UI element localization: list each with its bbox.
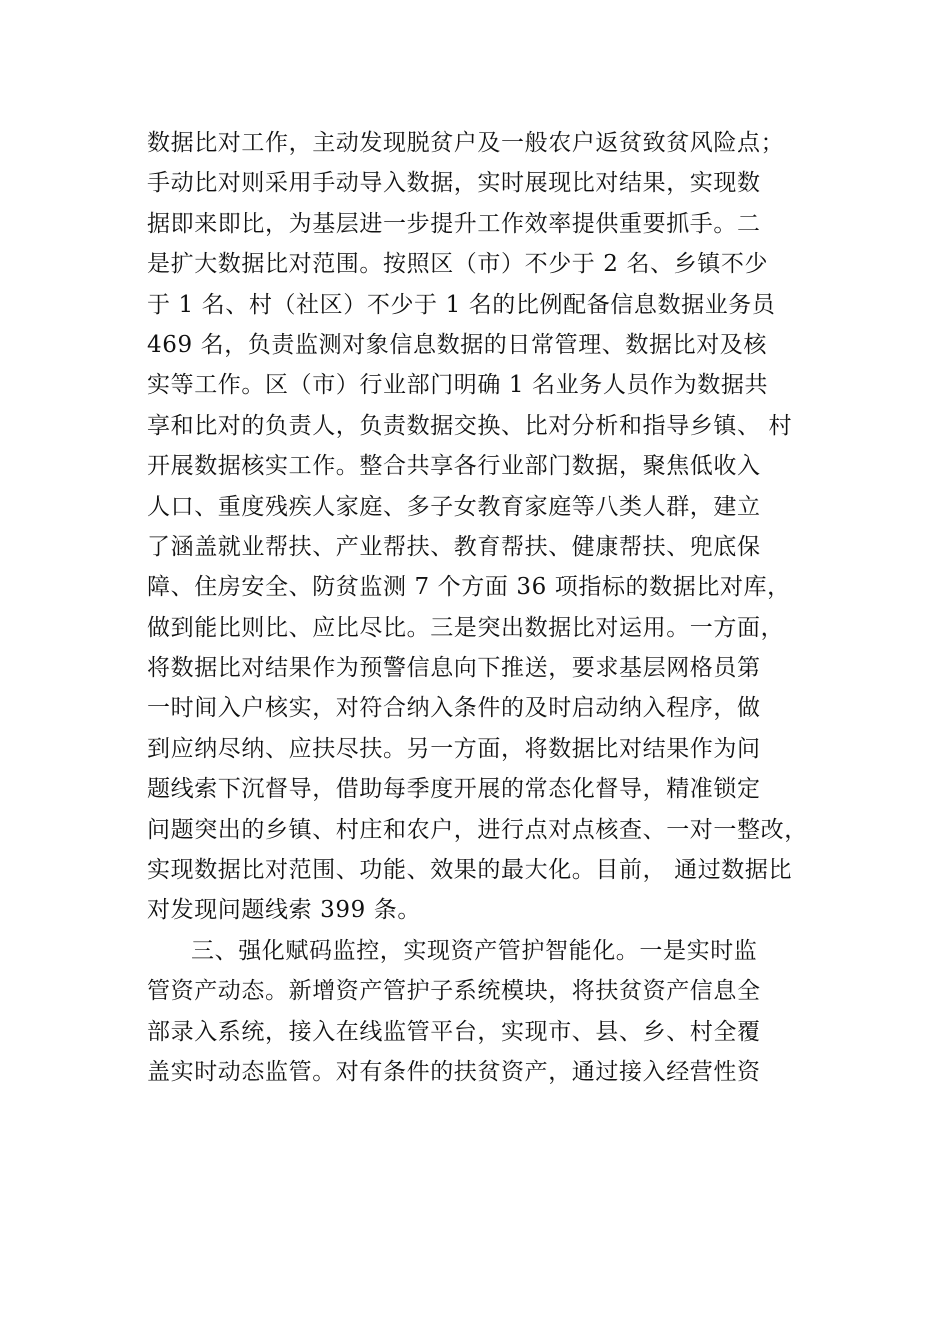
text-line: 于 1 名、村（社区）不少于 1 名的比例配备信息数据业务员 [147, 291, 776, 318]
text-line: 一时间入户核实，对符合纳入条件的及时启动纳入程序，做 [147, 695, 761, 722]
body-text [147, 123, 847, 1092]
text-line: 实现数据比对范围、功能、效果的最大化。目前， 通过数据比 [147, 857, 793, 884]
text-line: 人口、重度残疾人家庭、多子女教育家庭等八类人群，建立 [147, 493, 761, 520]
text-line: 对发现问题线索 399 条。 [147, 897, 421, 924]
text-line: 题线索下沉督导，借助每季度开展的常态化督导，精准锁定 [147, 776, 761, 803]
text-line: 问题突出的乡镇、村庄和农户，进行点对点核查、一对一整改， [147, 816, 808, 843]
text-line: 到应纳尽纳、应扶尽扶。另一方面，将数据比对结果作为问 [147, 735, 761, 762]
text-line: 将数据比对结果作为预警信息向下推送，要求基层网格员第 [147, 655, 761, 682]
text-line: 障、住房安全、防贫监测 7 个方面 36 项指标的数据比对库， [147, 574, 791, 601]
text-line: 管资产动态。新增资产管护子系统模块，将扶贫资产信息全 [147, 978, 761, 1005]
text-line: 了涵盖就业帮扶、产业帮扶、教育帮扶、健康帮扶、兜底保 [147, 533, 761, 560]
text-line: 是扩大数据比对范围。按照区（市）不少于 2 名、乡镇不少 [147, 251, 769, 278]
text-line: 实等工作。区（市）行业部门明确 1 名业务人员作为数据共 [147, 372, 769, 399]
text-line: 手动比对则采用手动导入数据，实时展现比对结果，实现数 [147, 170, 761, 197]
text-line: 享和比对的负责人，负责数据交换、比对分析和指导乡镇、 村 [147, 412, 793, 439]
text-line: 469 名，负责监测对象信息数据的日常管理、数据比对及核 [147, 331, 768, 358]
text-line: 做到能比则比、应比尽比。三是突出数据比对运用。一方面， [147, 614, 785, 641]
text-line: 据即来即比，为基层进一步提升工作效率提供重要抓手。二 [147, 210, 761, 237]
section-heading-line: 三、强化赋码监控，实现资产管护智能化。一是实时监 [191, 937, 758, 964]
text-line: 开展数据核实工作。整合共享各行业部门数据，聚焦低收入 [147, 453, 761, 480]
text-line: 盖实时动态监管。对有条件的扶贫资产，通过接入经营性资 [147, 1058, 761, 1085]
text-line: 部录入系统，接入在线监管平台，实现市、县、乡、村全覆 [147, 1018, 761, 1045]
text-line: 数据比对工作，主动发现脱贫户及一般农户返贫致贫风险点； [147, 130, 785, 156]
